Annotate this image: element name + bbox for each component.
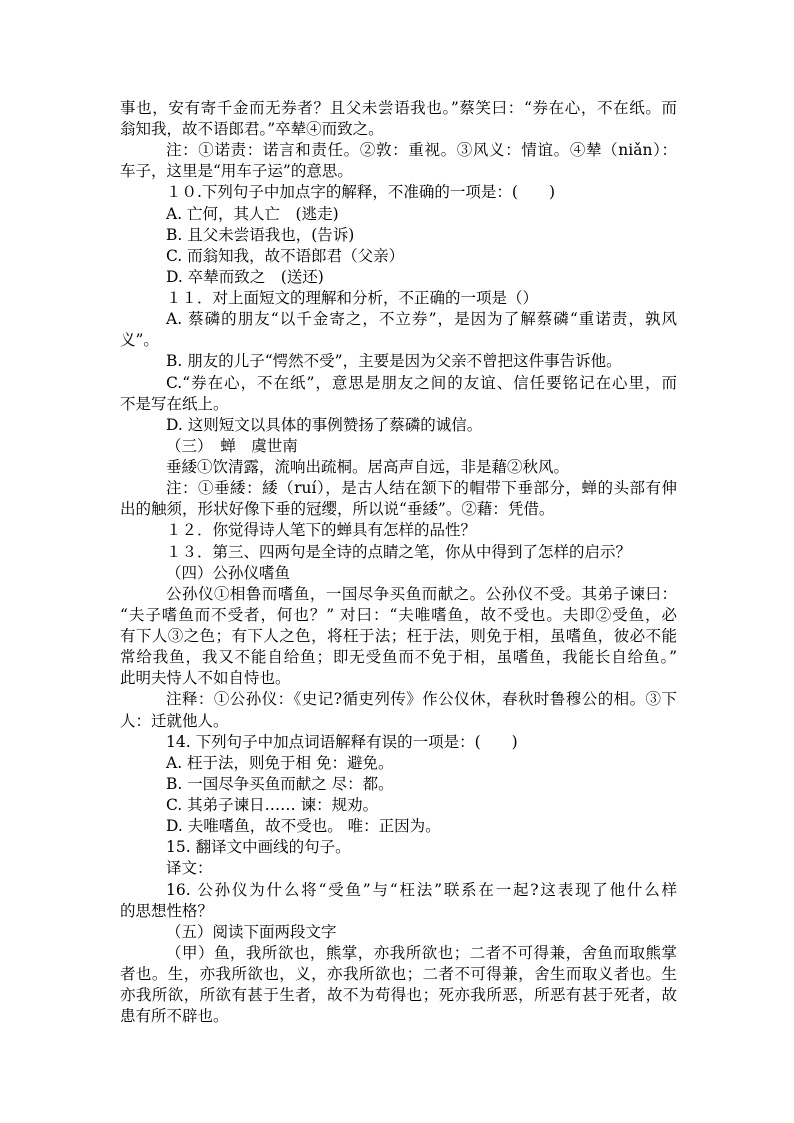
- text-line: 义”。: [120, 331, 159, 349]
- text-line: 翁知我，故不语郎君。”卒辇④而致之。: [120, 120, 384, 138]
- text-line: 出的触须，形状好像下垂的冠缨，所以说“垂緌”。②藉：凭借。: [120, 500, 555, 518]
- annotation-line: 注：①诺责：诺言和责任。②敦：重视。③风义：情谊。④辇（niǎn）：: [166, 141, 677, 159]
- question-16: 16. 公孙仪为什么将“受鱼”与“枉法”联系在一起?这表现了他什么样: [166, 881, 677, 899]
- translation-label: 译文：: [166, 859, 213, 877]
- passage-line: 此明夫恃人不如自恃也。: [120, 669, 291, 687]
- passage-line: （甲）鱼，我所欲也，熊掌，亦我所欲也；二者不可得兼，舍鱼而取熊掌: [166, 944, 677, 962]
- passage-line: 患有所不辟也。: [120, 1007, 229, 1025]
- option-a: A. 枉于法，则免于相 免：避免。: [166, 754, 394, 772]
- option-a: A. 亡何，其人亡 (逃走): [166, 205, 339, 223]
- annotation-line: 注：①垂緌：緌（ruí），是古人结在颔下的帽带下垂部分，蝉的头部有伸: [166, 479, 677, 497]
- option-c: C. 而翁知我，故不语郎君（父亲）: [166, 247, 405, 265]
- option-c: C. 其弟子谏日…… 谏：规劝。: [166, 796, 379, 814]
- text-line: 不是写在纸上。: [120, 395, 229, 413]
- poem-line: 垂緌①饮清露，流响出疏桐。居高声自远，非是藉②秋风。: [166, 458, 570, 476]
- text-line: 的思想性格？: [120, 902, 214, 920]
- option-b: B. 一国尽争买鱼而献之 尽：都。: [166, 775, 394, 793]
- passage-line: 公孙仪①相鲁而嗜鱼，一国尽争买鱼而献之。公孙仪不受。其弟子谏曰：: [166, 585, 677, 603]
- question-13: １３．第三、四两句是全诗的点睛之笔，你从中得到了怎样的启示？: [166, 543, 632, 561]
- annotation-line: 注释：①公孙仪：《史记?循吏列传》作公仪休，春秋时鲁穆公的相。③下: [166, 690, 677, 708]
- text-line: 事也，安有寄千金而无券者？且父未尝语我也。”蔡笑曰：“券在心，不在纸。而: [120, 99, 677, 117]
- option-d: D. 这则短文以具体的事例赞扬了蔡磷的诚信。: [166, 416, 483, 434]
- option-d: D. 夫唯嗜鱼，故不受也。 唯：正因为。: [166, 817, 441, 835]
- passage-line: 者也。生，亦我所欲也，义，亦我所欲也；二者不可得兼，舍生而取义者也。生: [120, 965, 677, 983]
- passage-line: 常给我鱼，我又不能自给鱼；即无受鱼而不免于相，虽嗜鱼，我能长自给鱼。”: [120, 648, 677, 666]
- question-10: １０.下列句子中加点字的解释，不准确的一项是：( ): [166, 183, 556, 201]
- option-b: B. 且父未尝语我也，(告诉): [166, 226, 355, 244]
- section-heading-3: （三） 蝉 虞世南: [166, 437, 298, 455]
- section-heading-5: （五）阅读下面两段文字: [166, 923, 337, 941]
- text-line: 车子，这里是“用车子运”的意思。: [120, 162, 353, 180]
- passage-line: 亦我所欲，所欲有甚于生者，故不为苟得也；死亦我所恶，所恶有甚于死者，故: [120, 986, 677, 1004]
- passage-line: “夫子嗜鱼而不受者，何也？” 对曰：“夫唯嗜鱼，故不受也。夫即②受鱼，必: [120, 606, 677, 624]
- question-15: 15. 翻译文中画线的句子。: [166, 838, 351, 856]
- question-11: １１．对上面短文的理解和分析，不正确的一项是（）: [166, 289, 539, 307]
- question-12: １２．你觉得诗人笔下的蝉具有怎样的品性？: [166, 521, 477, 539]
- text-line: 人：迁就他人。: [120, 712, 229, 730]
- option-a: A. 蔡磷的朋友“以千金寄之，不立券”，是因为了解蔡磷“重诺责，孰风: [166, 310, 677, 328]
- option-c: C.“券在心，不在纸”，意思是朋友之间的友谊、信任要铭记在心里，而: [166, 374, 677, 392]
- option-d: D. 卒辇而致之 (送还): [166, 268, 324, 286]
- option-b: B. 朋友的儿子“愕然不受”，主要是因为父亲不曾把这件事告诉他。: [166, 352, 622, 370]
- question-14: 14. 下列句子中加点词语解释有误的一项是：( ): [166, 733, 518, 751]
- passage-line: 有下人③之色；有下人之色，将枉于法；枉于法，则免于相，虽嗜鱼，彼必不能: [120, 627, 677, 645]
- section-heading-4: （四）公孙仪嗜鱼: [166, 564, 291, 582]
